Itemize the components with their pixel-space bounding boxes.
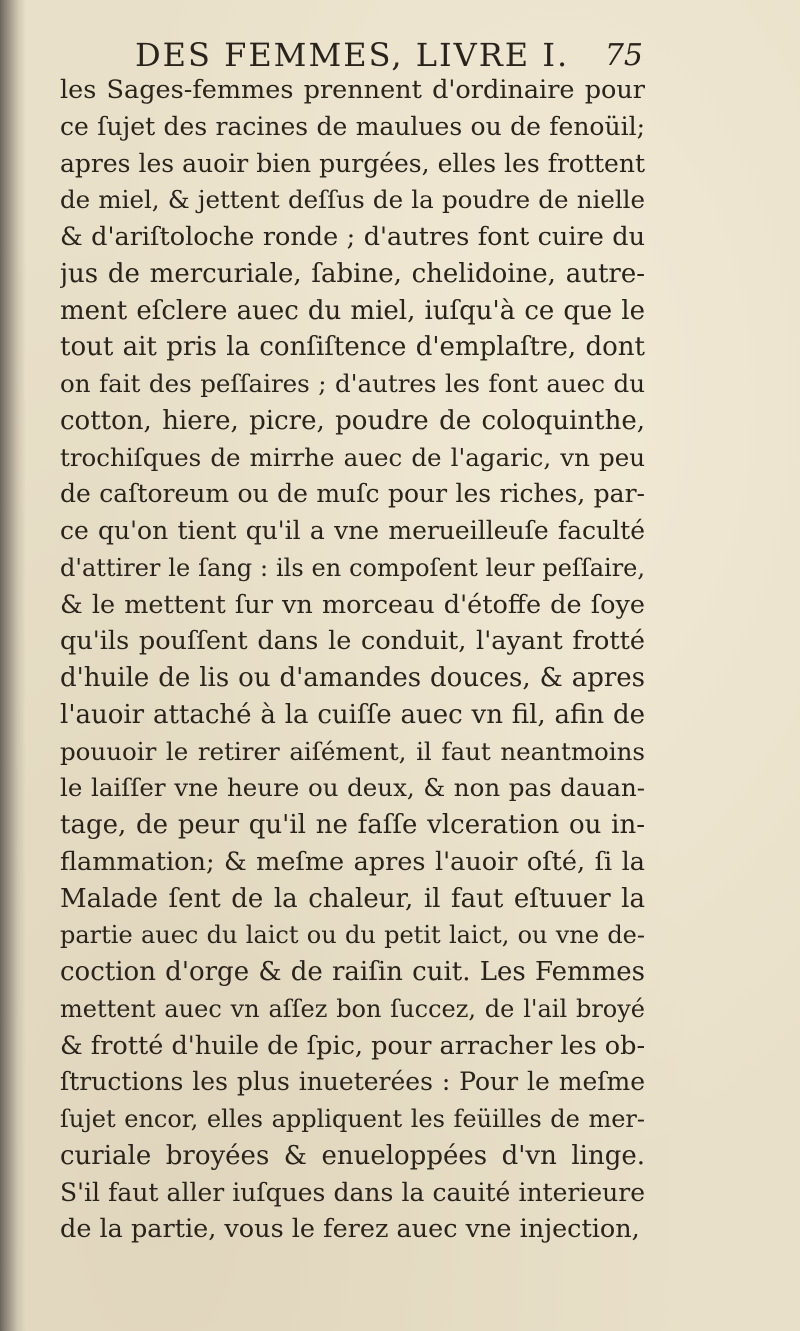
text-line: ſtructions les plus inueterées : Pour le meſme xyxy=(60,1067,645,1097)
running-head: DES FEMMES, LIVRE I. xyxy=(135,36,570,74)
text-line: & le mettent ſur vn morceau d'étoffe de ſoye xyxy=(60,589,645,620)
text-line: de caſtoreum ou de muſc pour les riches, par- xyxy=(60,479,645,509)
text-line: Malade ſent de la chaleur, il faut eſtuuer la xyxy=(60,883,645,914)
text-line: tout ait pris la conſiſtence d'emplaſtre, dont xyxy=(60,332,645,363)
text-line: & frotté d'huile de ſpic, pour arracher les ob- xyxy=(60,1030,645,1061)
text-line: le laiſſer vne heure ou deux, & non pas dauan- xyxy=(60,773,645,803)
text-line: tage, de peur qu'il ne faſſe vlceration ou in- xyxy=(60,810,645,840)
text-line: l'auoir attaché à la cuiſſe auec vn fil, afin de xyxy=(60,699,645,730)
text-line: trochiſques de mirrhe auec de l'agaric, vn peu xyxy=(60,442,645,472)
text-line: coction d'orge & de raiſin cuit. Les Femmes xyxy=(60,957,645,987)
page-number: 75 xyxy=(604,38,643,73)
text-line: curiale broyées & enueloppées d'vn linge. xyxy=(60,1140,645,1171)
text-line: on fait des peſſaires ; d'autres les font auec du xyxy=(60,369,645,398)
text-line: & d'ariſtoloche ronde ; d'autres font cuire du xyxy=(60,222,645,252)
gutter-shadow xyxy=(0,0,26,1331)
text-line: pouuoir le retirer aiſément, il faut neantmoins xyxy=(60,736,645,766)
text-line: flammation; & meſme apres l'auoir oſté, ſi la xyxy=(60,846,645,877)
page-header xyxy=(135,32,655,76)
text-line: mettent auec vn aſſez bon ſuccez, de l'ail broyé xyxy=(60,994,645,1023)
text-line: cotton, hiere, picre, poudre de coloquinthe, xyxy=(60,405,645,436)
text-line: ſujet encor, elles appliquent les feüilles de mer- xyxy=(60,1105,645,1133)
text-line: S'il faut aller iuſques dans la cauité interieure xyxy=(60,1177,645,1207)
text-line: ce qu'on tient qu'il a vne merueilleuſe faculté xyxy=(60,516,645,545)
text-line: partie auec du laict ou du petit laict, ou vne de- xyxy=(60,921,645,950)
text-line: d'attirer le ſang : ils en compoſent leur peſſaire, xyxy=(60,553,645,582)
text-line: qu'ils pouſſent dans le conduit, l'ayant frotté xyxy=(60,626,645,657)
body-text xyxy=(60,72,645,1248)
text-line: jus de mercuriale, ſabine, chelidoine, autre- xyxy=(60,258,645,289)
text-line: les Sages-femmes prennent d'ordinaire pour xyxy=(60,75,645,105)
text-line: de miel, & jettent deſſus de la poudre de nielle xyxy=(60,185,645,215)
text-line: apres les auoir bien purgées, elles les frottent xyxy=(60,148,645,178)
text-line: d'huile de lis ou d'amandes douces, & apres xyxy=(60,663,645,693)
text-line: ce ſujet des racines de maulues ou de fenoüil; xyxy=(60,111,645,141)
text-line: ment eſclere auec du miel, iuſqu'à ce que le xyxy=(60,295,645,326)
text-line: de la partie, vous le ferez auec vne injection, xyxy=(60,1214,640,1245)
